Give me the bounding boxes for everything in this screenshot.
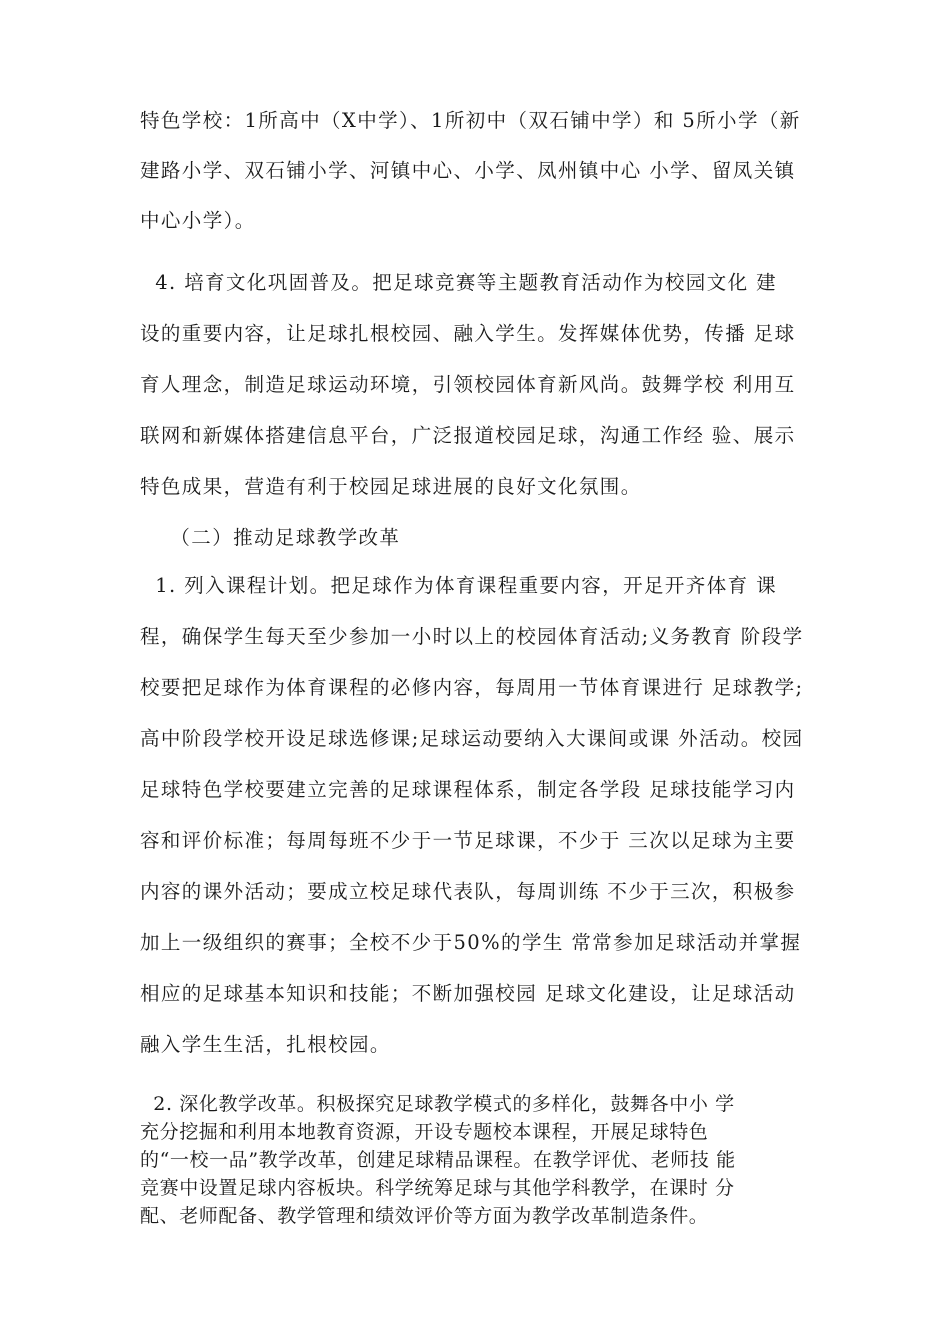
text-line: 足球特色学校要建立完善的足球课程体系，制定各学段 足球技能学习内 (140, 778, 796, 801)
text-line: 特色学校：1所高中（X中学）、1所初中（双石铺中学）和 5所小学（新 (140, 109, 801, 132)
text-line: 竞赛中设置足球内容板块。科学统筹足球与其他学科教学，在课时 分 (140, 1177, 735, 1199)
text-line: 融入学生生活，扎根校园。 (140, 1033, 391, 1056)
text-line: 容和评价标准；每周每班不少于一节足球课，不少于 三次以足球为主要 (140, 829, 796, 852)
text-line: 2. 深化教学改革。积极探究足球教学模式的多样化，鼓舞各中小 学 (140, 1093, 735, 1115)
text-line: 内容的课外活动；要成立校足球代表队，每周训练 不少于三次，积极参 (140, 880, 796, 903)
text-line: 联网和新媒体搭建信息平台，广泛报道校园足球，沟通工作经 验、展示 (140, 424, 796, 447)
text-line: （二）推动足球教学改革 (140, 526, 401, 549)
text-line: 育人理念，制造足球运动环境，引领校园体育新风尚。鼓舞学校 利用互 (140, 373, 796, 396)
text-line: 中心小学）。 (140, 209, 256, 232)
text-line: 设的重要内容，让足球扎根校园、融入学生。发挥媒体优势，传播 足球 (140, 322, 796, 345)
text-line: 充分挖掘和利用本地教育资源，开设专题校本课程，开展足球特色 (140, 1121, 709, 1143)
text-line: 程，确保学生每天至少参加一小时以上的校园体育活动;义务教育 阶段学 (140, 625, 804, 648)
text-line: 校要把足球作为体育课程的必修内容，每周用一节体育课进行 足球教学; (140, 676, 804, 699)
text-line: 配、老师配备、教学管理和绩效评价等方面为教学改革制造条件。 (140, 1205, 709, 1227)
text-line: 的“一校一品”教学改革，创建足球精品课程。在教学评优、老师技 能 (140, 1149, 736, 1171)
text-line: 特色成果，营造有利于校园足球进展的良好文化氛围。 (140, 475, 642, 498)
text-line: 建路小学、双石铺小学、河镇中心、小学、凤州镇中心 小学、留凤关镇 (140, 159, 796, 182)
text-line: 高中阶段学校开设足球选修课;足球运动要纳入大课间或课 外活动。校园 (140, 727, 804, 750)
text-line: 1. 列入课程计划。把足球作为体育课程重要内容，开足开齐体育 课 (140, 574, 777, 597)
text-line: 相应的足球基本知识和技能；不断加强校园 足球文化建设，让足球活动 (140, 982, 796, 1005)
text-line: 4. 培育文化巩固普及。把足球竞赛等主题教育活动作为校园文化 建 (140, 271, 777, 294)
text-line: 加上一级组织的赛事；全校不少于50%的学生 常常参加足球活动并掌握 (140, 931, 802, 954)
